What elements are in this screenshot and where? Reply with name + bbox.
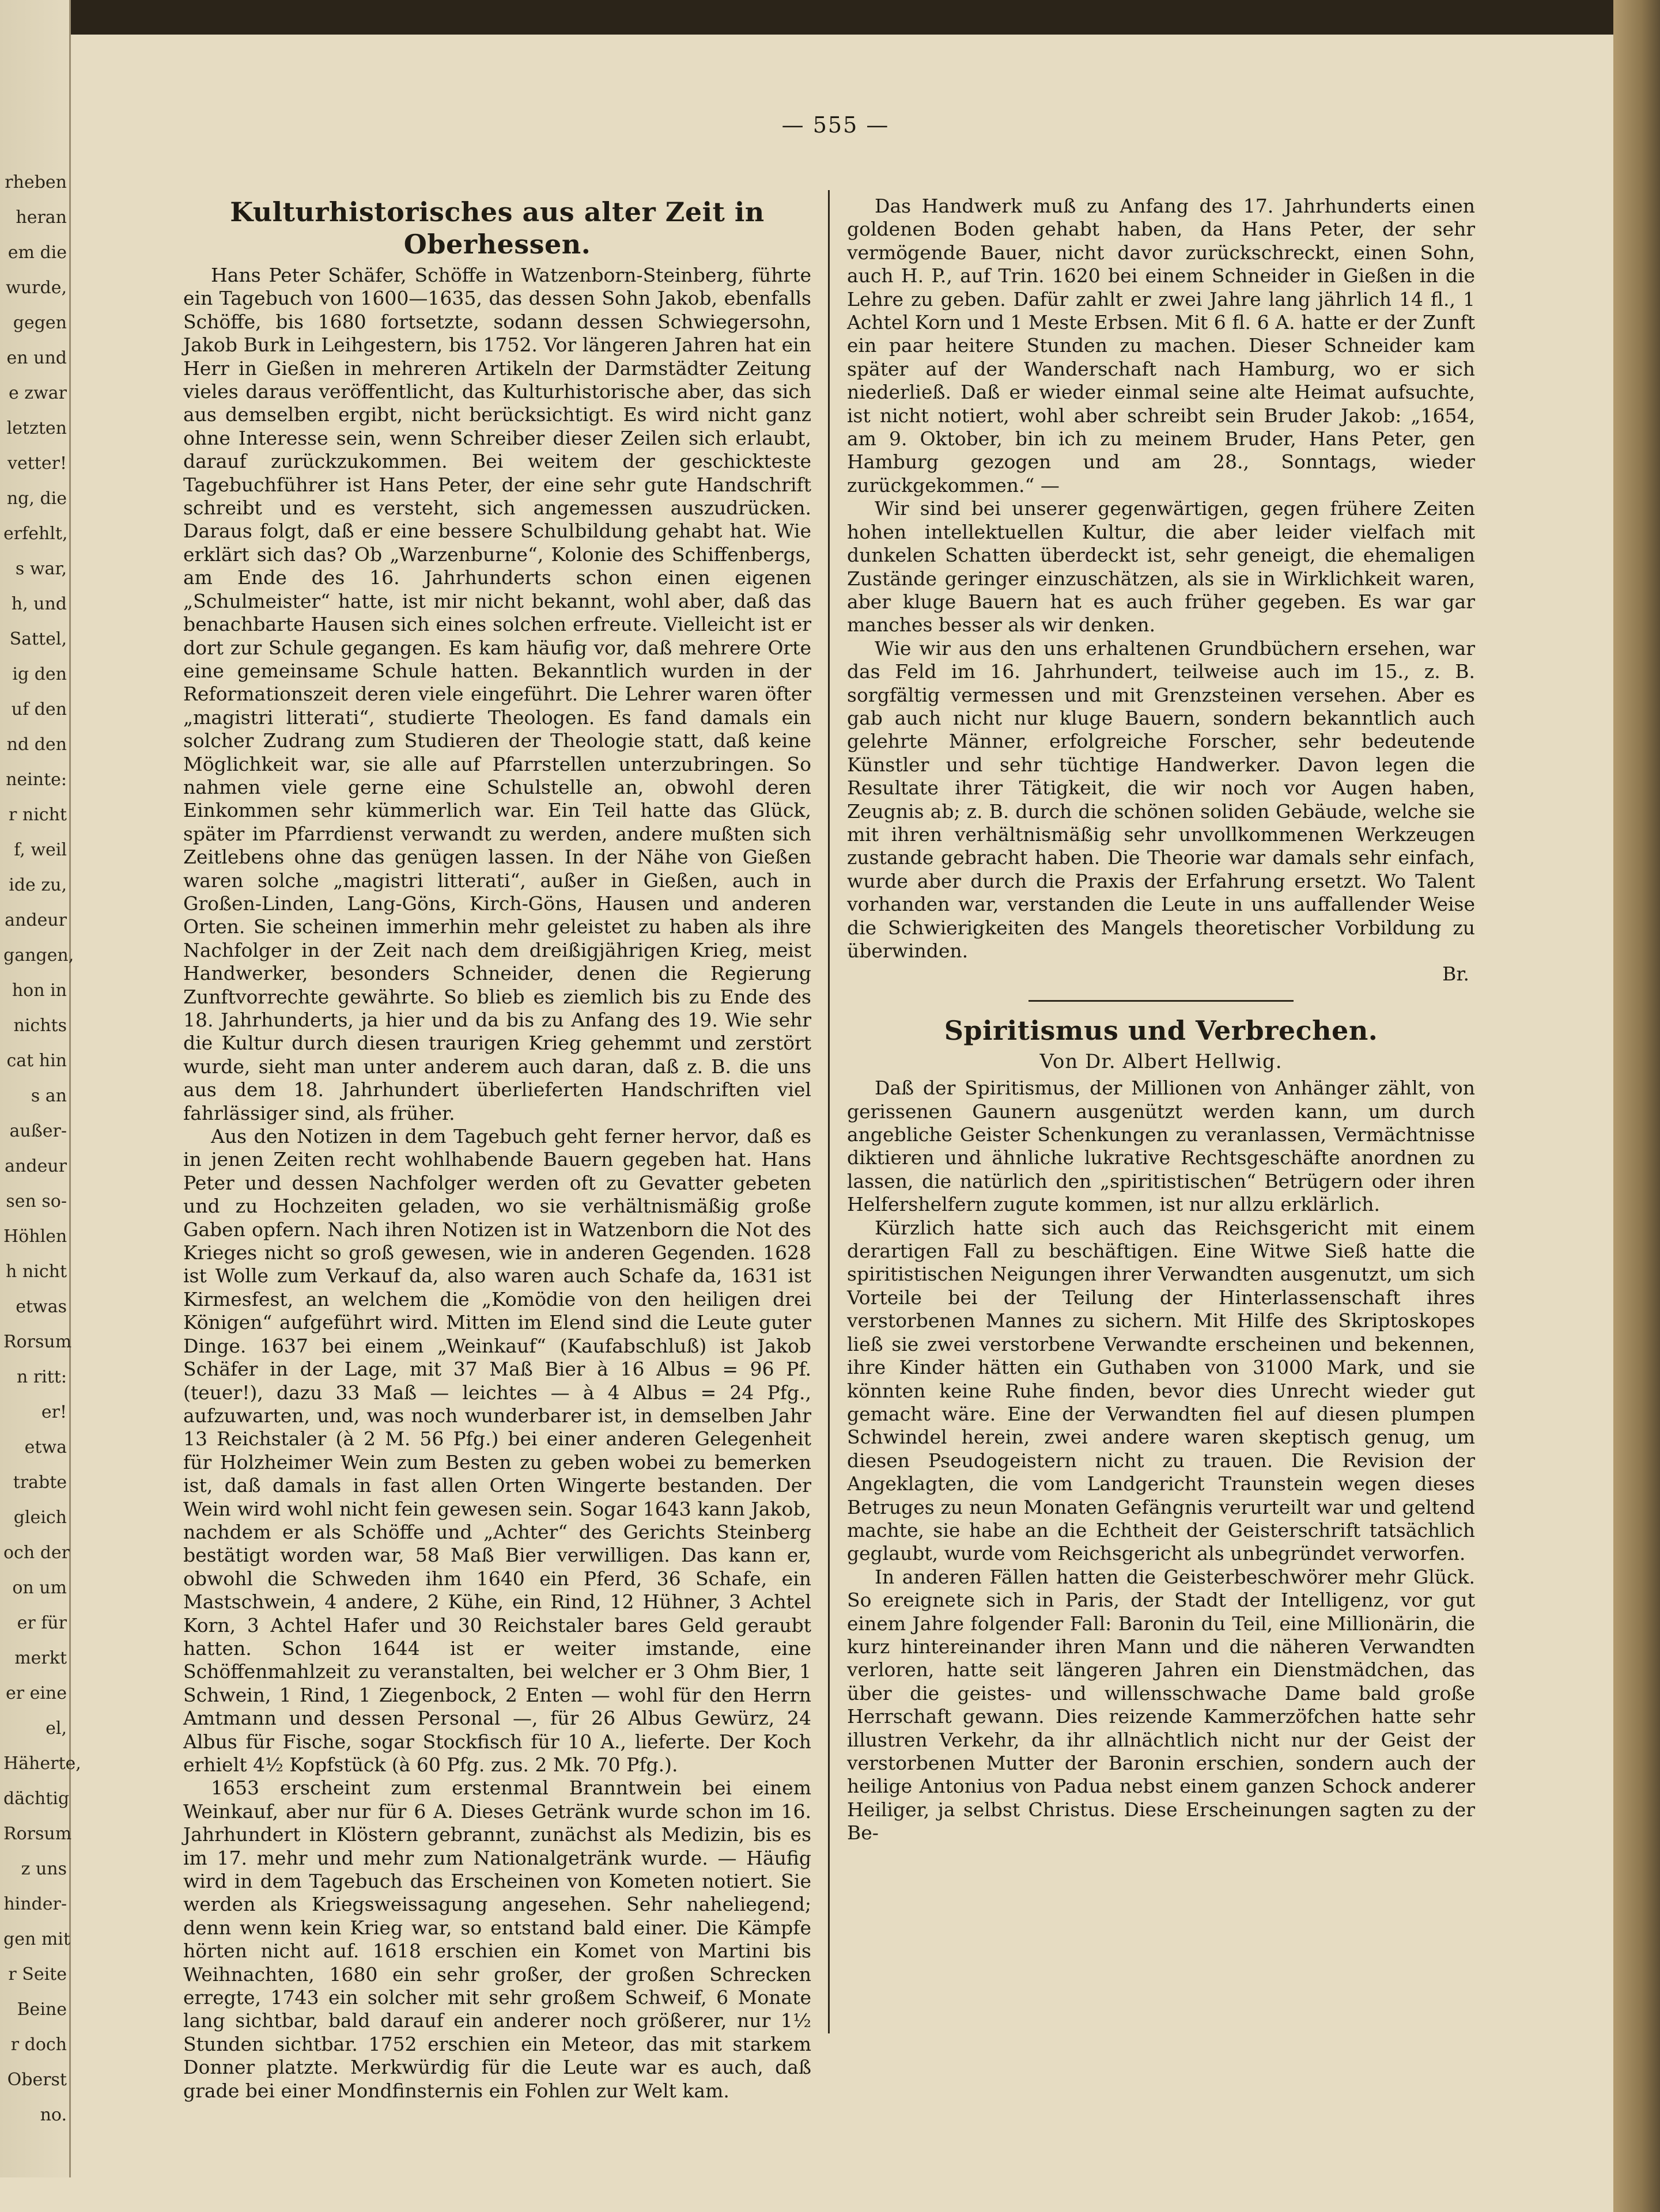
article-separator — [1028, 1000, 1294, 1002]
previous-page-fragment: erfehlt, — [3, 524, 68, 544]
previous-page-fragment: außer- — [9, 1121, 67, 1141]
article1-paragraph: Wie wir aus den uns erhaltenen Grundbüchern ersehen, war das Feld im 16. Jahrhundert, teilweise auch im 15., z. B. sorgfältig vermessen und mit Grenzsteinen versehen. Aber es gab auch nicht nur kluge Bauern, sondern bekanntlich auch gelehrte Männer, erfolgreiche Forscher, sehr bedeutende Künstler und sehr tüchtige Handwerker. Davon legen die Resultate ihrer Tätigkeit, die wir noch vor Augen haben, Zeugnis ab; z. B. durch die schönen soliden Gebäude, welche sie mit ihren verhältnismäßig sehr unvollkommenen Werkzeugen zustande gebracht haben. Die Theorie war damals sehr einfach, wurde aber durch die Praxis der Erfahrung ersetzt. Wo Talent vorhanden war, verstanden die Leute in uns auffallender Weise die Schwierigkeiten des Mangels theoretischer Vorbildung zu überwinden. — [847, 637, 1475, 962]
previous-page-fragment: hinder- — [3, 1894, 67, 1914]
previous-page-fragment: Sattel, — [9, 629, 67, 649]
right-column — [847, 195, 1475, 1845]
previous-page-fragment: neinte: — [6, 770, 67, 790]
previous-page-fragment: merkt — [14, 1648, 67, 1668]
previous-page-fragment: gen mit — [3, 1929, 70, 1949]
previous-page-fragment: vetter! — [7, 453, 67, 474]
previous-page-fragment: gegen — [13, 313, 67, 333]
left-column — [183, 196, 811, 2103]
article2-paragraph: Daß der Spiritismus, der Millionen von Anhänger zählt, von gerissenen Gaunern ausgenützt werden kann, um durch angebliche Geister Schenkungen zu veranlassen, Vermächtnisse diktieren und ähnliche lukrative Rechtsgeschäfte anordnen zu lassen, die natürlich den „spiritistischen“ Betrügern oder ihren Helfershelfern zugute kommen, ist nur allzu erklärlich. — [847, 1077, 1475, 1216]
previous-page-fragment: s an — [31, 1086, 67, 1106]
previous-page-fragment: rheben — [5, 172, 67, 192]
previous-page-fragment: uf den — [11, 699, 67, 719]
page-number: — 555 — — [781, 112, 890, 138]
previous-page-margin — [0, 0, 81, 2177]
previous-page-fragment: ng, die — [6, 488, 67, 509]
article1-paragraph: Hans Peter Schäfer, Schöffe in Watzenborn-Steinberg, führte ein Tagebuch von 1600—1635, das dessen Sohn Jakob, ebenfalls Schöffe, bis 1680 fortsetzte, sodann dessen Schwiegersohn, Jakob Burk in Leihgestern, bis 1752. Vor längeren Jahren hat ein Herr in Gießen in mehreren Artikeln der Darmstädter Zeitung vieles daraus veröffentlicht, das Kulturhistorische aber, das sich aus demselben ergibt, nicht berücksichtigt. Es wird nicht ganz ohne Interesse sein, wenn Schreiber dieser Zeilen sich erlaubt, darauf zurückzukommen. Bei weitem der geschickteste Tagebuchführer ist Hans Peter, der eine sehr gute Handschrift schreibt und es versteht, sich angemessen auszudrücken. Daraus folgt, daß er eine bessere Schulbildung gehabt hat. Wie erklärt sich das? Ob „Warzenburne“, Kolonie des Schiffenbergs, am Ende des 16. Jahrhunderts schon einen eigenen „Schulmeister“ hatte, ist mir nicht bekannt, wohl aber, daß das benachbarte Hausen sich eines solchen erfreute. Vielleicht ist er dort zur Schule gegangen. Es kam häufig vor, daß mehrere Orte eine gemeinsame Schule hatten. Bekanntlich wurden in der Reformationszeit deren viele eingeführt. Die Lehrer waren öfter „magistri litterati“, studierte Theologen. Es fand damals ein solcher Zudrang zum Studieren der Theologie statt, daß keine Möglichkeit war, sie alle auf Pfarrstellen unterzubringen. So nahmen viele gerne eine Schulstelle an, obwohl deren Einkommen sehr kümmerlich war. Ein Teil hatte das Glück, später im Pfarrdienst verwandt zu werden, andere mußten sich Zeitlebens ohne das genügen lassen. In der Nähe von Gießen waren solche „magistri litterati“, außer in Gießen, auch in Großen-Linden, Lang-Göns, Kirch-Göns, Hausen und anderen Orten. Sie scheinen immerhin mehr geleistet zu haben als ihre Nachfolger in der Zeit nach dem dreißigjährigen Krieg, meist Handwerker, besonders Schneider, denen die Regierung Zunftvorrechte gewährte. So blieb es ziemlich bis zu Ende des 18. Jahrhunderts, ja hier und da bis zu Anfang des 19. Wie sehr die Kultur durch diesen traurigen Krieg gehemmt und zerstört wurde, sieht man unter anderem auch daran, daß z. B. die uns aus dem 18. Jahrhundert überlieferten Handschriften viel fahrlässiger sind, als früher. — [183, 264, 811, 1124]
previous-page-fragment: etwa — [24, 1437, 67, 1457]
previous-page-fragment: cat hin — [6, 1051, 67, 1071]
article1-paragraph: 1653 erscheint zum erstenmal Branntwein bei einem Weinkauf, aber nur für 6 A. Dieses Getränk wurde schon im 16. Jahrhundert in Klöstern gebrannt, zunächst als Medizin, bis es im 17. mehr und mehr zum Nationalgetränk wurde. — Häufig wird in dem Tagebuch das Erscheinen von Kometen notiert. Sie werden als Kriegsweissagung angesehen. Sehr naheliegend; denn wenn kein Krieg war, so entstand bald einer. Die Kämpfe hörten nicht auf. 1618 erschien ein Komet von Martini bis Weihnachten, 1680 ein sehr großer, der großen Schrecken erregte, 1743 ein solcher mit sehr großem Schweif, 6 Monate lang sichtbar, bald darauf ein anderer noch größerer, nur 1½ Stunden sichtbar. 1752 erschien ein Meteor, das mit starkem Donner platzte. Merkwürdig für die Leute war es auch, daß grade bei einer Mondfinsternis ein Fohlen zur Welt kam. — [183, 1777, 811, 2102]
previous-page-fragment: el, — [46, 1718, 67, 1738]
previous-page-fragment: en und — [6, 348, 67, 368]
article1-paragraph: Das Handwerk muß zu Anfang des 17. Jahrhunderts einen goldenen Boden gehabt haben, da Hans Peter, der sehr vermögende Bauer, nicht davor zurückschreckt, einen Sohn, auch H. P., auf Trin. 1620 bei einem Schneider in Gießen in die Lehre zu geben. Dafür zahlt er zwei Jahre lang jährlich 14 fl., 1 Achtel Korn und 1 Meste Erbsen. Mit 6 fl. 6 A. hatte er der Zunft ein paar heitere Stunden zu machen. Dieser Schneider kam später auf der Wanderschaft nach Hamburg, wo er sich niederließ. Daß er wieder einmal seine alte Heimat aufsuchte, ist nicht notiert, wohl aber schreibt sein Bruder Jakob: „1654, am 9. Oktober, bin ich zu meinem Bruder, Hans Peter, gen Hamburg gezogen und am 28., Sonntags, wieder zurückgekommen.“ — — [847, 195, 1475, 497]
article2-paragraph: In anderen Fällen hatten die Geisterbeschwörer mehr Glück. So ereignete sich in Paris, der Stadt der Intelligenz, vor gut einem Jahre folgender Fall: Baronin du Teil, eine Millionärin, die kurz hintereinander ihren Mann und die näheren Verwandten verloren, hatte seit längeren Jahren ein Dienstmädchen, das über die geistes- und willensschwache Dame bald große Herrschaft gewann. Dies reizende Kammerzöfchen hatte sehr illustren Verkehr, da ihr allnächtlich nicht nur der Geist der verstorbenen Mutter der Baronin erschien, sondern auch der heilige Antonius von Padua nebst einem ganzen Schock anderer Heiliger, ja selbst Christus. Diese Erscheinungen sagten zu der Be- — [847, 1565, 1475, 1844]
previous-page-fragment: wurde, — [6, 278, 67, 298]
previous-page-fragment: h, und — [11, 594, 67, 614]
previous-page-fragment: s war, — [15, 559, 67, 579]
previous-page-fragment: trabte — [13, 1472, 67, 1493]
previous-page-fragment: er! — [41, 1402, 67, 1422]
previous-page-fragment: etwas — [16, 1297, 67, 1317]
previous-page-fragment: er für — [17, 1613, 67, 1633]
previous-page-fragment: nd den — [6, 734, 67, 755]
previous-page-fragment: r nicht — [9, 805, 67, 825]
article1-title: Kulturhistorisches aus alter Zeit in Oberhessen. — [230, 196, 765, 260]
previous-page-fragment: no. — [40, 2105, 67, 2125]
previous-page-fragment: och der — [3, 1543, 70, 1563]
previous-page-fragment: Höhlen — [3, 1226, 67, 1247]
previous-page-fragment: letzten — [6, 418, 67, 438]
previous-page-fragment: Oberst — [7, 2070, 67, 2090]
previous-page-fragment: Rorsum — [3, 1824, 72, 1844]
previous-page-fragment: r Seite — [8, 1964, 67, 1984]
book-binding — [1613, 0, 1660, 2212]
previous-page-fragment: dächtig — [3, 1789, 70, 1809]
previous-page-fragment: sen so- — [6, 1191, 67, 1211]
article2-title: Spiritismus und Verbrechen. — [944, 1014, 1378, 1046]
previous-page-fragment: heran — [16, 207, 67, 228]
previous-page-fragment: ide zu, — [9, 875, 67, 895]
previous-page-fragment: andeur — [5, 1156, 67, 1176]
previous-page-fragment: em die — [7, 243, 67, 263]
previous-page-fragment: on um — [12, 1578, 67, 1598]
article2-paragraph: Kürzlich hatte sich auch das Reichsgericht mit einem derartigen Fall zu beschäftigen. Eine Witwe Sieß hatte die spiritistischen Neigungen ihrer Verwandten ausgenutzt, um sich Vorteile bei der Teilung der Hinterlassenschaft ihres verstorbenen Mannes zu sichern. Mit Hilfe des Skriptoskopes ließ sie zwei verstorbene Verwandte erscheinen und bekennen, ihre Kinder hätten ein Guthaben von 31000 Mark, und sie könnten keine Ruhe finden, bevor dies Unrecht wieder gut gemacht wäre. Eine der Verwandten fiel auf diesen plumpen Schwindel herein, zwei andere waren skeptisch genug, um diesen Pseudogeistern nicht zu trauen. Die Revision der Angeklagten, die vom Landgericht Traunstein wegen dieses Betruges zu neun Monaten Gefängnis verurteilt war und geltend machte, sie habe an die Echtheit der Geisterschrift tatsächlich geglaubt, wurde vom Reichsgericht als unbegründet verworfen. — [847, 1216, 1475, 1565]
previous-page-fragment: andeur — [5, 910, 67, 930]
article1-signature: Br. — [1442, 963, 1469, 986]
previous-page-fragment: h nicht — [6, 1262, 67, 1282]
previous-page-fragment: ig den — [12, 664, 67, 684]
previous-page-fragment: hon in — [12, 980, 67, 1001]
column-divider — [828, 190, 830, 2033]
previous-page-fragment: r doch — [10, 2035, 67, 2055]
article1-paragraph: Wir sind bei unserer gegenwärtigen, gegen frühere Zeiten hohen intellektuellen Kultur, die aber leider vielfach mit dunkelen Schatten überdeckt ist, sehr geneigt, die ehemaligen Zustände geringer einzuschätzen, als sie in Wirklichkeit waren, aber kluge Bauern hat es auch früher gegeben. Es war gar manches besser als wir denken. — [847, 497, 1475, 637]
previous-page-fragment: Häherte, — [3, 1753, 81, 1774]
previous-page-fragment: gleich — [13, 1508, 67, 1528]
previous-page-fragment: e zwar — [8, 383, 67, 403]
previous-page-fragment: n ritt: — [16, 1367, 67, 1387]
previous-page-fragment: f, weil — [14, 840, 67, 860]
previous-page-fragment: Rorsum — [3, 1332, 72, 1352]
previous-page-fragment: gangen, — [3, 945, 74, 965]
article2-byline: Von Dr. Albert Hellwig. — [1039, 1050, 1283, 1073]
previous-page-fragment: Beine — [17, 1999, 67, 2020]
article1-paragraph: Aus den Notizen in dem Tagebuch geht ferner hervor, daß es in jenen Zeiten recht wohlhabende Bauern gegeben hat. Hans Peter und dessen Nachfolger werden oft zu Gevatter gebeten und zu Hochzeiten geladen, wo sie verhältnismäßig große Gaben opfern. Nach ihren Notizen ist in Watzenborn die Not des Krieges nicht so groß gewesen, wie in anderen Gegenden. 1628 ist Wolle zum Verkauf da, also waren auch Schafe da, 1631 ist Kirmesfest, an welchem die „Komödie von den heiligen drei Königen“ aufgeführt wird. Mitten im Elend sind die Leute guter Dinge. 1637 bei einem „Weinkauf“ (Kaufabschluß) ist Jakob Schäfer in der Lage, mit 37 Maß Bier à 16 Albus = 96 Pf. (teuer!), dazu 33 Maß — leichtes — à 4 Albus = 24 Pfg., aufzuwarten, und, was noch wunderbarer ist, in demselben Jahr 13 Reichstaler (à 2 M. 56 Pfg.) bei einer anderen Gelegenheit für Holzheimer Wein zum Besten zu geben wobei zu bemerken ist, daß damals in fast allen Orten Wingerte bestanden. Der Wein wird wohl nicht fein gewesen sein. Sogar 1643 kann Jakob, nachdem er als Schöffe und „Achter“ des Gerichts Steinberg bestätigt worden war, 58 Maß Bier verwilligen. Das kann er, obwohl die Schweden ihm 1640 ein Pferd, 36 Schafe, ein Mastschwein, 4 andere, 2 Kühe, ein Rind, 12 Hühner, 3 Achtel Korn, 3 Achtel Hafer und 30 Reichstaler bares Geld geraubt hatten. Schon 1644 ist er weiter imstande, eine Schöffenmahlzeit zu veranstalten, bei welcher er 3 Ohm Bier, 1 Schwein, 1 Rind, 1 Ziegenbock, 2 Enten — wohl für den Herrn Amtmann und dessen Personal —, für 26 Albus Gewürz, 24 Albus für Fische, sogar Stockfisch für 10 A., lieferte. Der Koch erhielt 4½ Kopfstück (à 60 Pfg. zus. 2 Mk. 70 Pfg.). — [183, 1125, 811, 1776]
previous-page-fragment: z uns — [21, 1859, 67, 1879]
previous-page-fragment: er eine — [5, 1683, 67, 1703]
previous-page-fragment: nichts — [13, 1016, 67, 1036]
